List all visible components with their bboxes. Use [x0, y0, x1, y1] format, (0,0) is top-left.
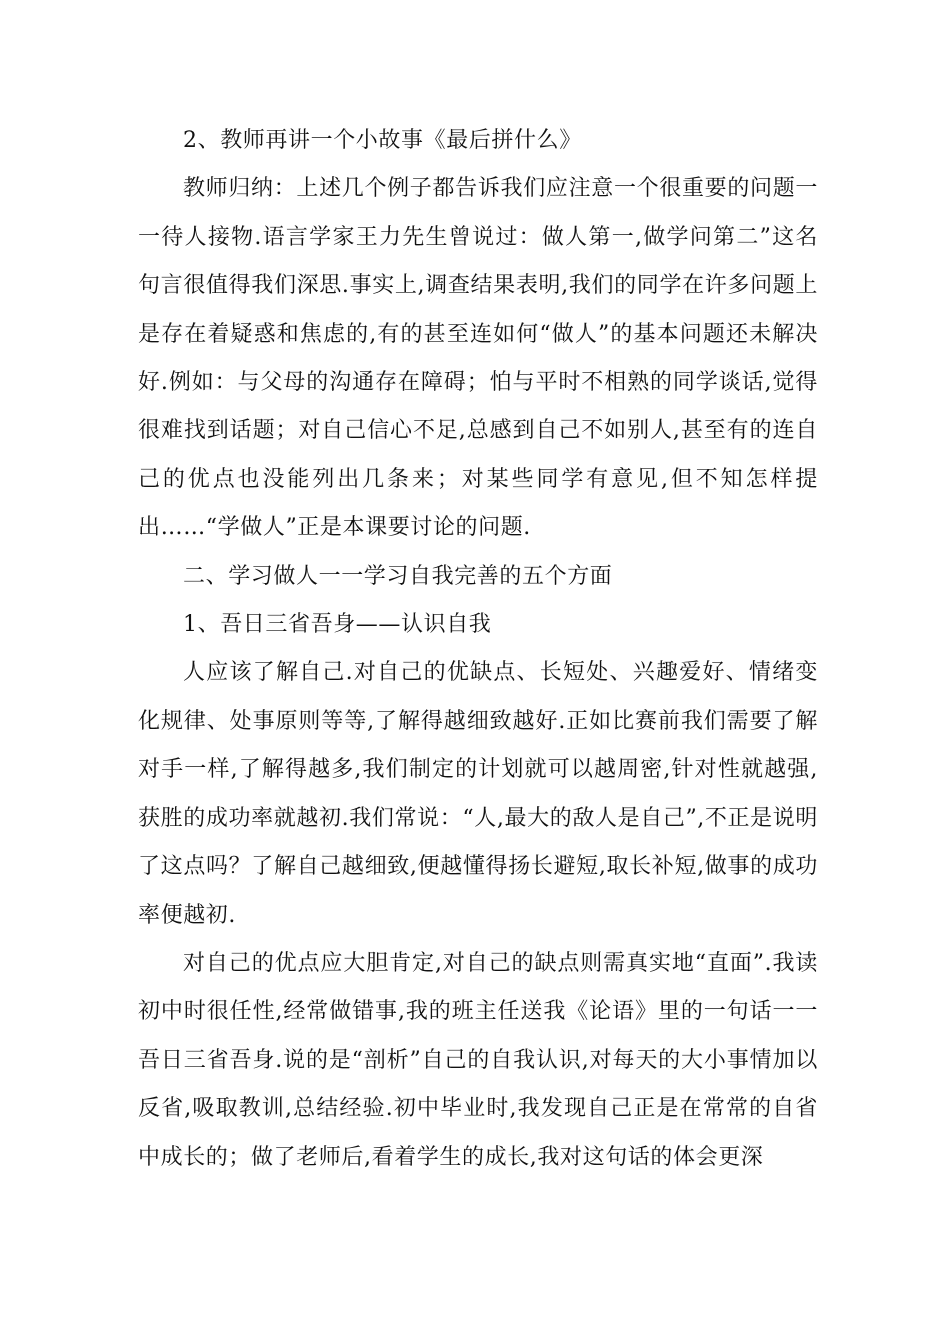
paragraph-teacher-summary: 教师归纳：上述几个例子都告诉我们应注意一个很重要的问题一一待人接物.语言学家王力先生曾说过：做人第一,做学问第二”这名句言很值得我们深思.事实上,调查结果表明,我们的同学在许多问题上是存在着疑惑和焦虑的,有的甚至连如何“做人”的基本问题还未解决好.例如：与父母的沟通存在障碍；怕与平时不相熟的同学谈话,觉得很难找到话题；对自己信心不足,总感到自己不如别人,甚至有的连自己的优点也没能列出几条来；对某些同学有意见,但不知怎样提出……“学做人”正是本课要讨论的问题.: [138, 176, 818, 541]
paragraph-face-shortcomings: 对自己的优点应大胆肯定,对自己的缺点则需真实地“直面”.我读初中时很任性,经常做错事,我的班主任送我《论语》里的一句话一一吾日三省吾身.说的是“剖析”自己的自我认识,对每天的大小事情加以反省,吸取教训,总结经验.初中毕业时,我发现自己正是在常常的自省中成长的；做了老师后,看着学生的成长,我对这句话的体会更深: [138, 950, 818, 1170]
document-body: [138, 117, 818, 1182]
paragraph-story-title: 2、教师再讲一个小故事《最后拼什么》: [183, 128, 582, 153]
subsection-heading-self-knowledge: 1、吾日三省吾身——认识自我: [183, 612, 492, 638]
section-heading-learn-to-be-a-person: 二、学习做人一一学习自我完善的五个方面: [183, 563, 613, 589]
paragraph-know-yourself: 人应该了解自己.对自己的优缺点、长短处、兴趣爱好、情绪变化规律、处事原则等等,了解得越细致越好.正如比赛前我们需要了解对手一样,了解得越多,我们制定的计划就可以越周密,针对性就越强,获胜的成功率就越初.我们常说：“人,最大的敌人是自己”,不正是说明了这点吗？了解自己越细致,便越懂得扬长避短,取长补短,做事的成功率便越初.: [138, 660, 818, 928]
